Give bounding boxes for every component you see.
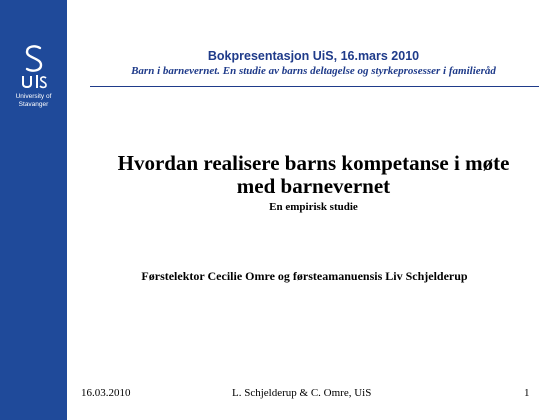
authors-line: Førstelektor Cecilie Omre og førsteamanuensis Liv Schjelderup: [141, 269, 468, 283]
page-number: 1: [524, 387, 530, 399]
logo-text-line1: University of: [15, 93, 52, 100]
slide-title-line1: Hvordan realisere barns kompetanse i møte: [117, 151, 510, 175]
header-divider: [90, 86, 539, 87]
header-title: Bokpresentasjon UiS, 16.mars 2010: [207, 49, 420, 63]
university-logo: [0, 44, 67, 109]
slide-title: [67, 152, 560, 198]
slide-title-line2: med barnevernet: [236, 174, 391, 198]
header-subtitle: Barn i barnevernet. En studie av barns deltagelse og styrkeprosesser i familieråd: [131, 65, 496, 77]
footer-date: 16.03.2010: [81, 387, 131, 399]
uis-logo-icon: [19, 44, 49, 90]
logo-text-line2: Stavanger: [18, 101, 49, 108]
sidebar: [0, 0, 67, 420]
slide-subtitle: En empirisk studie: [269, 201, 358, 213]
slide-header: [67, 49, 560, 78]
footer-authors: L. Schjelderup & C. Omre, UiS: [232, 387, 372, 399]
